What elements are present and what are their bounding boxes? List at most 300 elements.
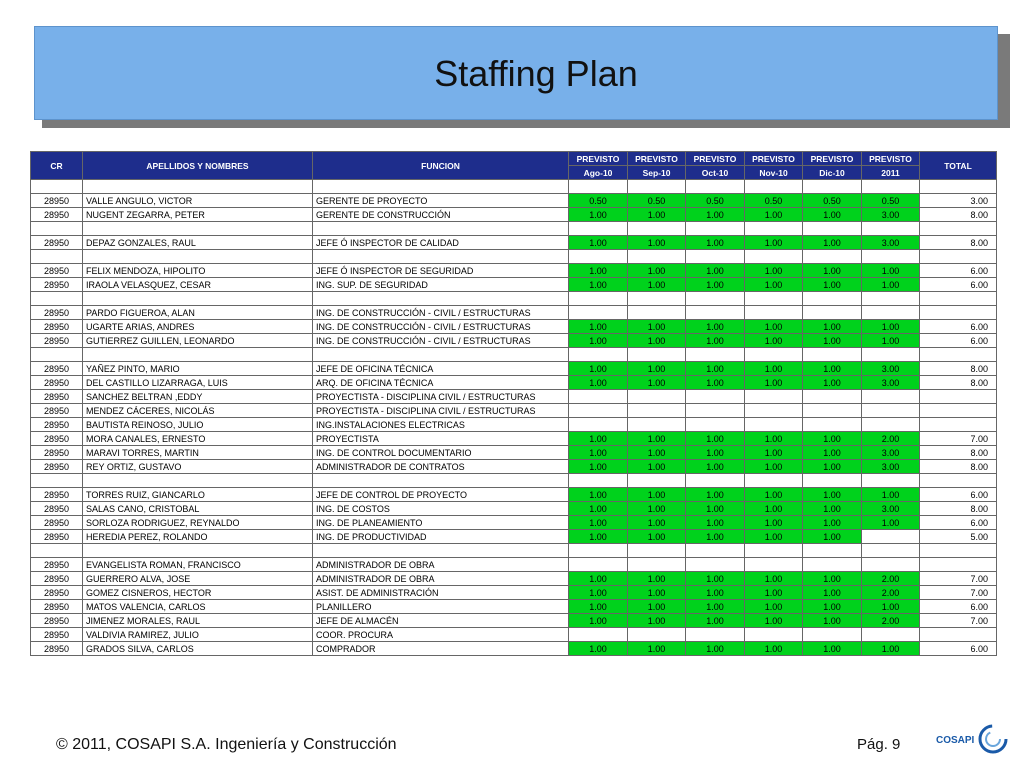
empty-cell — [686, 180, 745, 194]
allocation-cell: 1.00 — [745, 236, 803, 250]
allocation-cell: 1.00 — [569, 502, 628, 516]
allocation-cell: 1.00 — [745, 614, 803, 628]
table-row — [31, 306, 997, 320]
cr-cell: 28950 — [31, 530, 83, 544]
allocation-cell — [803, 404, 862, 418]
header-previsto: PREVISTO — [803, 152, 862, 166]
allocation-cell — [862, 390, 920, 404]
total-cell: 8.00 — [920, 208, 997, 222]
allocation-cell: 1.00 — [803, 334, 862, 348]
total-cell: 6.00 — [920, 334, 997, 348]
name-cell: MORA CANALES, ERNESTO — [83, 432, 313, 446]
allocation-cell: 1.00 — [686, 488, 745, 502]
allocation-cell: 1.00 — [628, 516, 686, 530]
allocation-cell: 1.00 — [745, 502, 803, 516]
allocation-cell: 1.00 — [745, 334, 803, 348]
total-cell: 8.00 — [920, 236, 997, 250]
allocation-cell: 1.00 — [628, 264, 686, 278]
allocation-cell: 1.00 — [803, 600, 862, 614]
funcion-cell: JEFE Ó INSPECTOR DE CALIDAD — [313, 236, 569, 250]
table-row — [31, 194, 997, 208]
allocation-cell: 2.00 — [862, 614, 920, 628]
allocation-cell — [628, 418, 686, 432]
allocation-cell — [628, 306, 686, 320]
cr-cell: 28950 — [31, 418, 83, 432]
allocation-cell: 1.00 — [686, 362, 745, 376]
allocation-cell: 1.00 — [686, 446, 745, 460]
empty-cell — [313, 292, 569, 306]
name-cell: VALLE ANGULO, VICTOR — [83, 194, 313, 208]
allocation-cell: 1.00 — [686, 208, 745, 222]
empty-cell — [745, 348, 803, 362]
name-cell: PARDO FIGUEROA, ALAN — [83, 306, 313, 320]
cr-cell: 28950 — [31, 614, 83, 628]
allocation-cell: 1.00 — [569, 236, 628, 250]
cr-cell: 28950 — [31, 208, 83, 222]
empty-cell — [862, 474, 920, 488]
empty-cell — [83, 292, 313, 306]
empty-cell — [569, 292, 628, 306]
allocation-cell: 1.00 — [803, 236, 862, 250]
cr-cell: 28950 — [31, 390, 83, 404]
allocation-cell: 1.00 — [628, 376, 686, 390]
cr-cell: 28950 — [31, 488, 83, 502]
allocation-cell: 1.00 — [862, 488, 920, 502]
total-cell: 6.00 — [920, 278, 997, 292]
allocation-cell — [745, 418, 803, 432]
allocation-cell — [803, 390, 862, 404]
empty-cell — [745, 180, 803, 194]
allocation-cell: 1.00 — [686, 642, 745, 656]
empty-cell — [569, 250, 628, 264]
cr-cell: 28950 — [31, 642, 83, 656]
funcion-cell: COMPRADOR — [313, 642, 569, 656]
header-previsto: PREVISTO — [628, 152, 686, 166]
empty-cell — [686, 292, 745, 306]
allocation-cell: 1.00 — [569, 614, 628, 628]
allocation-cell: 1.00 — [803, 530, 862, 544]
empty-cell — [803, 292, 862, 306]
header-previsto: PREVISTO — [862, 152, 920, 166]
table-row — [31, 320, 997, 334]
allocation-cell: 1.00 — [628, 446, 686, 460]
name-cell: GUTIERREZ GUILLEN, LEONARDO — [83, 334, 313, 348]
allocation-cell: 0.50 — [803, 194, 862, 208]
cr-cell: 28950 — [31, 432, 83, 446]
allocation-cell: 1.00 — [803, 614, 862, 628]
total-cell — [920, 418, 997, 432]
allocation-cell: 1.00 — [862, 278, 920, 292]
logo-text: COSAPI — [936, 735, 975, 746]
name-cell: DEPAZ GONZALES, RAUL — [83, 236, 313, 250]
funcion-cell: ING. DE CONSTRUCCIÓN - CIVIL / ESTRUCTURAS — [313, 306, 569, 320]
empty-cell — [569, 474, 628, 488]
cr-cell: 28950 — [31, 320, 83, 334]
name-cell: FELIX MENDOZA, HIPOLITO — [83, 264, 313, 278]
empty-cell — [569, 180, 628, 194]
allocation-cell: 1.00 — [686, 264, 745, 278]
name-cell: HEREDIA PEREZ, ROLANDO — [83, 530, 313, 544]
spacer-row — [31, 180, 997, 194]
allocation-cell: 1.00 — [569, 516, 628, 530]
funcion-cell: ING. DE CONSTRUCCIÓN - CIVIL / ESTRUCTURAS — [313, 320, 569, 334]
allocation-cell: 1.00 — [569, 320, 628, 334]
empty-cell — [803, 474, 862, 488]
allocation-cell — [862, 530, 920, 544]
allocation-cell — [745, 558, 803, 572]
allocation-cell — [628, 404, 686, 418]
total-cell: 8.00 — [920, 376, 997, 390]
allocation-cell: 2.00 — [862, 572, 920, 586]
allocation-cell: 1.00 — [803, 208, 862, 222]
empty-cell — [313, 180, 569, 194]
empty-cell — [31, 292, 83, 306]
funcion-cell: JEFE DE CONTROL DE PROYECTO — [313, 488, 569, 502]
allocation-cell: 3.00 — [862, 376, 920, 390]
name-cell: SALAS CANO, CRISTOBAL — [83, 502, 313, 516]
header-cr: CR — [31, 152, 83, 180]
header-previsto: PREVISTO — [745, 152, 803, 166]
allocation-cell — [862, 628, 920, 642]
empty-cell — [569, 348, 628, 362]
total-cell: 8.00 — [920, 502, 997, 516]
header-row-1 — [31, 152, 997, 166]
empty-cell — [628, 474, 686, 488]
total-cell: 7.00 — [920, 614, 997, 628]
allocation-cell: 1.00 — [569, 530, 628, 544]
empty-cell — [628, 348, 686, 362]
total-cell: 8.00 — [920, 446, 997, 460]
empty-cell — [628, 180, 686, 194]
allocation-cell: 1.00 — [569, 208, 628, 222]
table-row — [31, 208, 997, 222]
empty-cell — [803, 348, 862, 362]
allocation-cell: 1.00 — [745, 488, 803, 502]
table-row — [31, 502, 997, 516]
allocation-cell — [862, 404, 920, 418]
name-cell: JIMENEZ MORALES, RAUL — [83, 614, 313, 628]
cr-cell: 28950 — [31, 572, 83, 586]
allocation-cell: 1.00 — [686, 586, 745, 600]
allocation-cell — [569, 390, 628, 404]
total-cell: 7.00 — [920, 572, 997, 586]
allocation-cell — [569, 306, 628, 320]
funcion-cell: PLANILLERO — [313, 600, 569, 614]
cosapi-logo — [936, 722, 1010, 762]
funcion-cell: ADMINISTRADOR DE CONTRATOS — [313, 460, 569, 474]
name-cell: MARAVI TORRES, MARTIN — [83, 446, 313, 460]
allocation-cell: 1.00 — [745, 600, 803, 614]
allocation-cell: 1.00 — [686, 572, 745, 586]
name-cell: REY ORTIZ, GUSTAVO — [83, 460, 313, 474]
header-names: APELLIDOS Y NOMBRES — [83, 152, 313, 180]
allocation-cell — [686, 404, 745, 418]
cr-cell: 28950 — [31, 586, 83, 600]
empty-cell — [628, 544, 686, 558]
header-month: Nov-10 — [745, 166, 803, 180]
empty-cell — [803, 180, 862, 194]
name-cell: BAUTISTA REINOSO, JULIO — [83, 418, 313, 432]
allocation-cell: 1.00 — [803, 460, 862, 474]
empty-cell — [920, 348, 997, 362]
page-number: Pág. 9 — [857, 736, 901, 753]
title-banner — [34, 26, 998, 120]
empty-cell — [920, 222, 997, 236]
empty-cell — [628, 292, 686, 306]
allocation-cell — [569, 418, 628, 432]
funcion-cell: ASIST. DE ADMINISTRACIÓN — [313, 586, 569, 600]
spacer-row — [31, 474, 997, 488]
table-row — [31, 432, 997, 446]
allocation-cell: 1.00 — [569, 460, 628, 474]
total-cell: 7.00 — [920, 432, 997, 446]
table-row — [31, 418, 997, 432]
allocation-cell: 1.00 — [862, 334, 920, 348]
empty-cell — [569, 222, 628, 236]
header-month: Dic-10 — [803, 166, 862, 180]
total-cell: 6.00 — [920, 488, 997, 502]
table-row — [31, 488, 997, 502]
cr-cell: 28950 — [31, 306, 83, 320]
allocation-cell: 3.00 — [862, 208, 920, 222]
empty-cell — [745, 222, 803, 236]
cr-cell: 28950 — [31, 264, 83, 278]
spacer-row — [31, 222, 997, 236]
allocation-cell: 2.00 — [862, 586, 920, 600]
allocation-cell: 1.00 — [862, 516, 920, 530]
empty-cell — [686, 474, 745, 488]
allocation-cell: 1.00 — [569, 488, 628, 502]
allocation-cell: 1.00 — [628, 320, 686, 334]
allocation-cell — [686, 628, 745, 642]
header-month: Oct-10 — [686, 166, 745, 180]
empty-cell — [31, 222, 83, 236]
allocation-cell: 1.00 — [686, 334, 745, 348]
allocation-cell: 1.00 — [628, 278, 686, 292]
total-cell: 6.00 — [920, 642, 997, 656]
allocation-cell: 1.00 — [745, 208, 803, 222]
allocation-cell: 1.00 — [686, 600, 745, 614]
staffing-table — [30, 151, 997, 656]
table-row — [31, 642, 997, 656]
empty-cell — [83, 544, 313, 558]
funcion-cell: ING. DE COSTOS — [313, 502, 569, 516]
empty-cell — [686, 348, 745, 362]
allocation-cell: 1.00 — [745, 446, 803, 460]
empty-cell — [313, 250, 569, 264]
allocation-cell: 0.50 — [745, 194, 803, 208]
empty-cell — [686, 544, 745, 558]
allocation-cell — [745, 306, 803, 320]
allocation-cell — [803, 558, 862, 572]
allocation-cell: 1.00 — [628, 208, 686, 222]
allocation-cell: 1.00 — [628, 334, 686, 348]
empty-cell — [745, 250, 803, 264]
allocation-cell: 1.00 — [803, 516, 862, 530]
allocation-cell: 1.00 — [745, 460, 803, 474]
empty-cell — [745, 292, 803, 306]
name-cell: SORLOZA RODRIGUEZ, REYNALDO — [83, 516, 313, 530]
table-row — [31, 600, 997, 614]
name-cell: GUERRERO ALVA, JOSE — [83, 572, 313, 586]
empty-cell — [569, 544, 628, 558]
allocation-cell: 1.00 — [686, 432, 745, 446]
allocation-cell: 1.00 — [569, 376, 628, 390]
empty-cell — [313, 348, 569, 362]
empty-cell — [920, 292, 997, 306]
allocation-cell — [628, 390, 686, 404]
total-cell: 8.00 — [920, 362, 997, 376]
allocation-cell: 3.00 — [862, 460, 920, 474]
allocation-cell: 1.00 — [862, 264, 920, 278]
allocation-cell: 1.00 — [686, 320, 745, 334]
allocation-cell: 1.00 — [745, 320, 803, 334]
empty-cell — [31, 544, 83, 558]
allocation-cell — [745, 390, 803, 404]
allocation-cell: 1.00 — [803, 432, 862, 446]
allocation-cell: 1.00 — [745, 376, 803, 390]
allocation-cell: 1.00 — [745, 642, 803, 656]
allocation-cell — [686, 390, 745, 404]
allocation-cell: 1.00 — [862, 642, 920, 656]
name-cell: DEL CASTILLO LIZARRAGA, LUIS — [83, 376, 313, 390]
empty-cell — [628, 250, 686, 264]
cr-cell: 28950 — [31, 278, 83, 292]
name-cell: IRAOLA VELASQUEZ, CESAR — [83, 278, 313, 292]
empty-cell — [862, 348, 920, 362]
table-row — [31, 460, 997, 474]
allocation-cell — [686, 306, 745, 320]
allocation-cell: 1.00 — [745, 278, 803, 292]
allocation-cell: 1.00 — [569, 600, 628, 614]
cr-cell: 28950 — [31, 558, 83, 572]
table-row — [31, 236, 997, 250]
funcion-cell: ING. DE PRODUCTIVIDAD — [313, 530, 569, 544]
allocation-cell — [862, 558, 920, 572]
total-cell: 8.00 — [920, 460, 997, 474]
name-cell: SANCHEZ BELTRAN ,EDDY — [83, 390, 313, 404]
total-cell — [920, 404, 997, 418]
funcion-cell: GERENTE DE PROYECTO — [313, 194, 569, 208]
allocation-cell: 3.00 — [862, 502, 920, 516]
allocation-cell: 1.00 — [803, 488, 862, 502]
empty-cell — [920, 544, 997, 558]
allocation-cell: 1.00 — [628, 600, 686, 614]
total-cell: 5.00 — [920, 530, 997, 544]
funcion-cell: JEFE DE OFICINA TÉCNICA — [313, 362, 569, 376]
allocation-cell: 1.00 — [745, 432, 803, 446]
table-row — [31, 446, 997, 460]
allocation-cell — [569, 404, 628, 418]
allocation-cell: 1.00 — [803, 446, 862, 460]
allocation-cell: 1.00 — [803, 502, 862, 516]
allocation-cell: 1.00 — [686, 236, 745, 250]
page-title: Staffing Plan — [434, 53, 638, 94]
allocation-cell: 1.00 — [862, 600, 920, 614]
table-row — [31, 404, 997, 418]
allocation-cell: 1.00 — [803, 264, 862, 278]
allocation-cell: 1.00 — [628, 502, 686, 516]
cr-cell: 28950 — [31, 446, 83, 460]
empty-cell — [920, 474, 997, 488]
header-month: Ago-10 — [569, 166, 628, 180]
funcion-cell: ING. SUP. DE SEGURIDAD — [313, 278, 569, 292]
cr-cell: 28950 — [31, 362, 83, 376]
funcion-cell: COOR. PROCURA — [313, 628, 569, 642]
allocation-cell: 1.00 — [686, 516, 745, 530]
spacer-row — [31, 544, 997, 558]
allocation-cell: 3.00 — [862, 446, 920, 460]
allocation-cell: 1.00 — [569, 446, 628, 460]
allocation-cell: 0.50 — [862, 194, 920, 208]
allocation-cell: 1.00 — [745, 586, 803, 600]
spacer-row — [31, 250, 997, 264]
table-row — [31, 614, 997, 628]
cr-cell: 28950 — [31, 376, 83, 390]
empty-cell — [803, 250, 862, 264]
table-row — [31, 362, 997, 376]
allocation-cell: 1.00 — [803, 278, 862, 292]
funcion-cell: ING. DE PLANEAMIENTO — [313, 516, 569, 530]
header-previsto: PREVISTO — [686, 152, 745, 166]
empty-cell — [313, 474, 569, 488]
name-cell: UGARTE ARIAS, ANDRES — [83, 320, 313, 334]
allocation-cell: 1.00 — [628, 530, 686, 544]
funcion-cell: JEFE Ó INSPECTOR DE SEGURIDAD — [313, 264, 569, 278]
table-row — [31, 390, 997, 404]
allocation-cell: 1.00 — [569, 572, 628, 586]
header-total: TOTAL — [920, 152, 997, 180]
name-cell: GRADOS SILVA, CARLOS — [83, 642, 313, 656]
empty-cell — [313, 222, 569, 236]
funcion-cell: JEFE DE ALMACÉN — [313, 614, 569, 628]
allocation-cell — [569, 558, 628, 572]
allocation-cell: 1.00 — [569, 278, 628, 292]
allocation-cell: 1.00 — [569, 334, 628, 348]
logo-ring-icon — [976, 722, 1010, 756]
empty-cell — [862, 544, 920, 558]
allocation-cell: 1.00 — [803, 376, 862, 390]
cr-cell: 28950 — [31, 516, 83, 530]
allocation-cell: 1.00 — [569, 642, 628, 656]
allocation-cell: 1.00 — [862, 320, 920, 334]
allocation-cell — [862, 306, 920, 320]
empty-cell — [745, 474, 803, 488]
empty-cell — [862, 250, 920, 264]
header-month: 2011 — [862, 166, 920, 180]
empty-cell — [803, 544, 862, 558]
allocation-cell — [569, 628, 628, 642]
empty-cell — [83, 474, 313, 488]
empty-cell — [83, 222, 313, 236]
header-month: Sep-10 — [628, 166, 686, 180]
allocation-cell: 1.00 — [803, 572, 862, 586]
allocation-cell: 1.00 — [569, 586, 628, 600]
allocation-cell — [628, 628, 686, 642]
total-cell — [920, 306, 997, 320]
funcion-cell: PROYECTISTA - DISCIPLINA CIVIL / ESTRUCTURAS — [313, 404, 569, 418]
funcion-cell: ING.INSTALACIONES ELECTRICAS — [313, 418, 569, 432]
empty-cell — [31, 250, 83, 264]
allocation-cell: 1.00 — [628, 488, 686, 502]
allocation-cell: 1.00 — [745, 362, 803, 376]
table-row — [31, 558, 997, 572]
allocation-cell: 1.00 — [686, 502, 745, 516]
allocation-cell: 1.00 — [628, 586, 686, 600]
allocation-cell: 1.00 — [569, 362, 628, 376]
empty-cell — [83, 348, 313, 362]
total-cell — [920, 390, 997, 404]
